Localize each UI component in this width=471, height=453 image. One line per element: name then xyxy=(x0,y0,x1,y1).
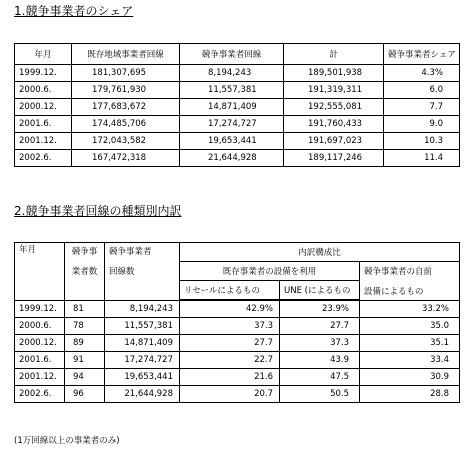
table-cell: 181,307,695 xyxy=(72,65,180,82)
table-cell: 2002.6. xyxy=(15,150,72,167)
table-cell: 2000.6. xyxy=(15,82,72,99)
table-cell: 192,555,081 xyxy=(284,99,384,116)
table-cell: 11,557,381 xyxy=(180,82,284,99)
table-cell: 21,644,928 xyxy=(105,386,180,403)
table-cell: 23.9% xyxy=(280,300,360,318)
table-cell: 21,644,928 xyxy=(180,150,284,167)
table-cell: 21.6 xyxy=(180,369,280,386)
header-competitor-share: 競争事業者シェア xyxy=(384,44,460,65)
table-cell: 35.1 xyxy=(360,335,460,352)
table-cell: 8,194,243 xyxy=(105,300,180,318)
competitor-share-table xyxy=(14,43,460,167)
table-row xyxy=(15,335,460,352)
table-row xyxy=(15,116,460,133)
header-own-facilities xyxy=(360,262,460,301)
table-cell: 4.3% xyxy=(384,65,460,82)
table-row xyxy=(15,150,460,167)
table-cell: 191,760,433 xyxy=(284,116,384,133)
table-cell: 2000.6. xyxy=(15,318,65,335)
table-cell: 6.0 xyxy=(384,82,460,99)
table-cell: 17,274,727 xyxy=(180,116,284,133)
table-cell: 1999.12. xyxy=(15,65,72,82)
header-existing-facilities: 既存事業者の設備を利用 xyxy=(180,262,360,281)
table-row xyxy=(15,369,460,386)
table-cell: 35.0 xyxy=(360,318,460,335)
table-cell: 14,871,409 xyxy=(180,99,284,116)
table-cell: 8,194,243 xyxy=(180,65,284,82)
table-cell: 11,557,381 xyxy=(105,318,180,335)
header-competitor-count-line2: 業者数 xyxy=(71,267,98,277)
table-cell: 179,761,930 xyxy=(72,82,180,99)
header-une: UNE (によるもの xyxy=(280,281,360,301)
table-cell: 2001.6. xyxy=(15,352,65,369)
table-cell: 30.9 xyxy=(360,369,460,386)
header-competitor-lines-line1: 競争事業者 xyxy=(109,247,152,257)
header-competitor-lines xyxy=(105,243,180,301)
table-cell: 189,501,938 xyxy=(284,65,384,82)
header-competitor-count-line1: 競争事 xyxy=(71,247,98,257)
table-cell: 174,485,706 xyxy=(72,116,180,133)
header-own-facilities-line2: 設備によるもの xyxy=(364,286,424,297)
table-cell: 96 xyxy=(65,386,105,403)
header-incumbent-lines: 既存地域事業者回線 xyxy=(72,44,180,65)
table-cell: 7.7 xyxy=(384,99,460,116)
section2-title: 2.競争事業者回線の種類別内訳 xyxy=(14,204,182,218)
table-cell: 10.3 xyxy=(384,133,460,150)
table-cell: 22.7 xyxy=(180,352,280,369)
table-cell: 1999.12. xyxy=(15,300,65,318)
table-cell: 47.5 xyxy=(280,369,360,386)
header-own-facilities-line1: 競争事業者の自前 xyxy=(364,266,433,277)
table-cell: 2001.12. xyxy=(15,133,72,150)
table-cell: 28.8 xyxy=(360,386,460,403)
table-row xyxy=(15,300,460,318)
table-cell: 81 xyxy=(65,300,105,318)
table-cell: 89 xyxy=(65,335,105,352)
competitor-lines-breakdown-table xyxy=(14,242,460,403)
header-year: 年月 xyxy=(15,44,72,65)
table-row xyxy=(15,65,460,82)
table-cell: 2001.12. xyxy=(15,369,65,386)
table-cell: 37.3 xyxy=(180,318,280,335)
table-cell: 191,697,023 xyxy=(284,133,384,150)
header-total: 計 xyxy=(284,44,384,65)
header-competitor-count xyxy=(65,243,105,301)
table-row xyxy=(15,386,460,403)
table-cell: 17,274,727 xyxy=(105,352,180,369)
table-cell: 27.7 xyxy=(280,318,360,335)
table-cell: 33.2% xyxy=(360,300,460,318)
table-cell: 33.4 xyxy=(360,352,460,369)
table-row xyxy=(15,82,460,99)
table-cell: 78 xyxy=(65,318,105,335)
table-cell: 189,117,246 xyxy=(284,150,384,167)
table-cell: 2000.12. xyxy=(15,335,65,352)
table-cell: 42.9% xyxy=(180,300,280,318)
table-cell: 94 xyxy=(65,369,105,386)
header-year: 年月 xyxy=(15,243,65,301)
table-cell: 50.5 xyxy=(280,386,360,403)
table-cell: 91 xyxy=(65,352,105,369)
table-cell: 177,683,672 xyxy=(72,99,180,116)
table-cell: 172,043,582 xyxy=(72,133,180,150)
header-competitor-lines: 競争事業者回線 xyxy=(180,44,284,65)
header-breakdown: 内訳構成比 xyxy=(180,243,460,262)
table-cell: 19,653,441 xyxy=(180,133,284,150)
header-competitor-lines-line2: 回線数 xyxy=(109,267,135,277)
table-cell: 19,653,441 xyxy=(105,369,180,386)
section1-title: 1.競争事業者のシェア xyxy=(14,4,134,18)
table-cell: 11.4 xyxy=(384,150,460,167)
table-cell: 2000.12. xyxy=(15,99,72,116)
table-cell: 9.0 xyxy=(384,116,460,133)
table-cell: 14,871,409 xyxy=(105,335,180,352)
table-cell: 2002.6. xyxy=(15,386,65,403)
table-row xyxy=(15,352,460,369)
table-row xyxy=(15,133,460,150)
footnote: (1万回線以上の事業者のみ) xyxy=(14,436,120,446)
table-cell: 20.7 xyxy=(180,386,280,403)
table-cell: 167,472,318 xyxy=(72,150,180,167)
table-cell: 43.9 xyxy=(280,352,360,369)
table-cell: 2001.6. xyxy=(15,116,72,133)
table-row xyxy=(15,99,460,116)
table-cell: 27.7 xyxy=(180,335,280,352)
table-cell: 37.3 xyxy=(280,335,360,352)
table-cell: 191,319,311 xyxy=(284,82,384,99)
table-row xyxy=(15,318,460,335)
header-resale: リセールによるもの xyxy=(180,281,280,301)
